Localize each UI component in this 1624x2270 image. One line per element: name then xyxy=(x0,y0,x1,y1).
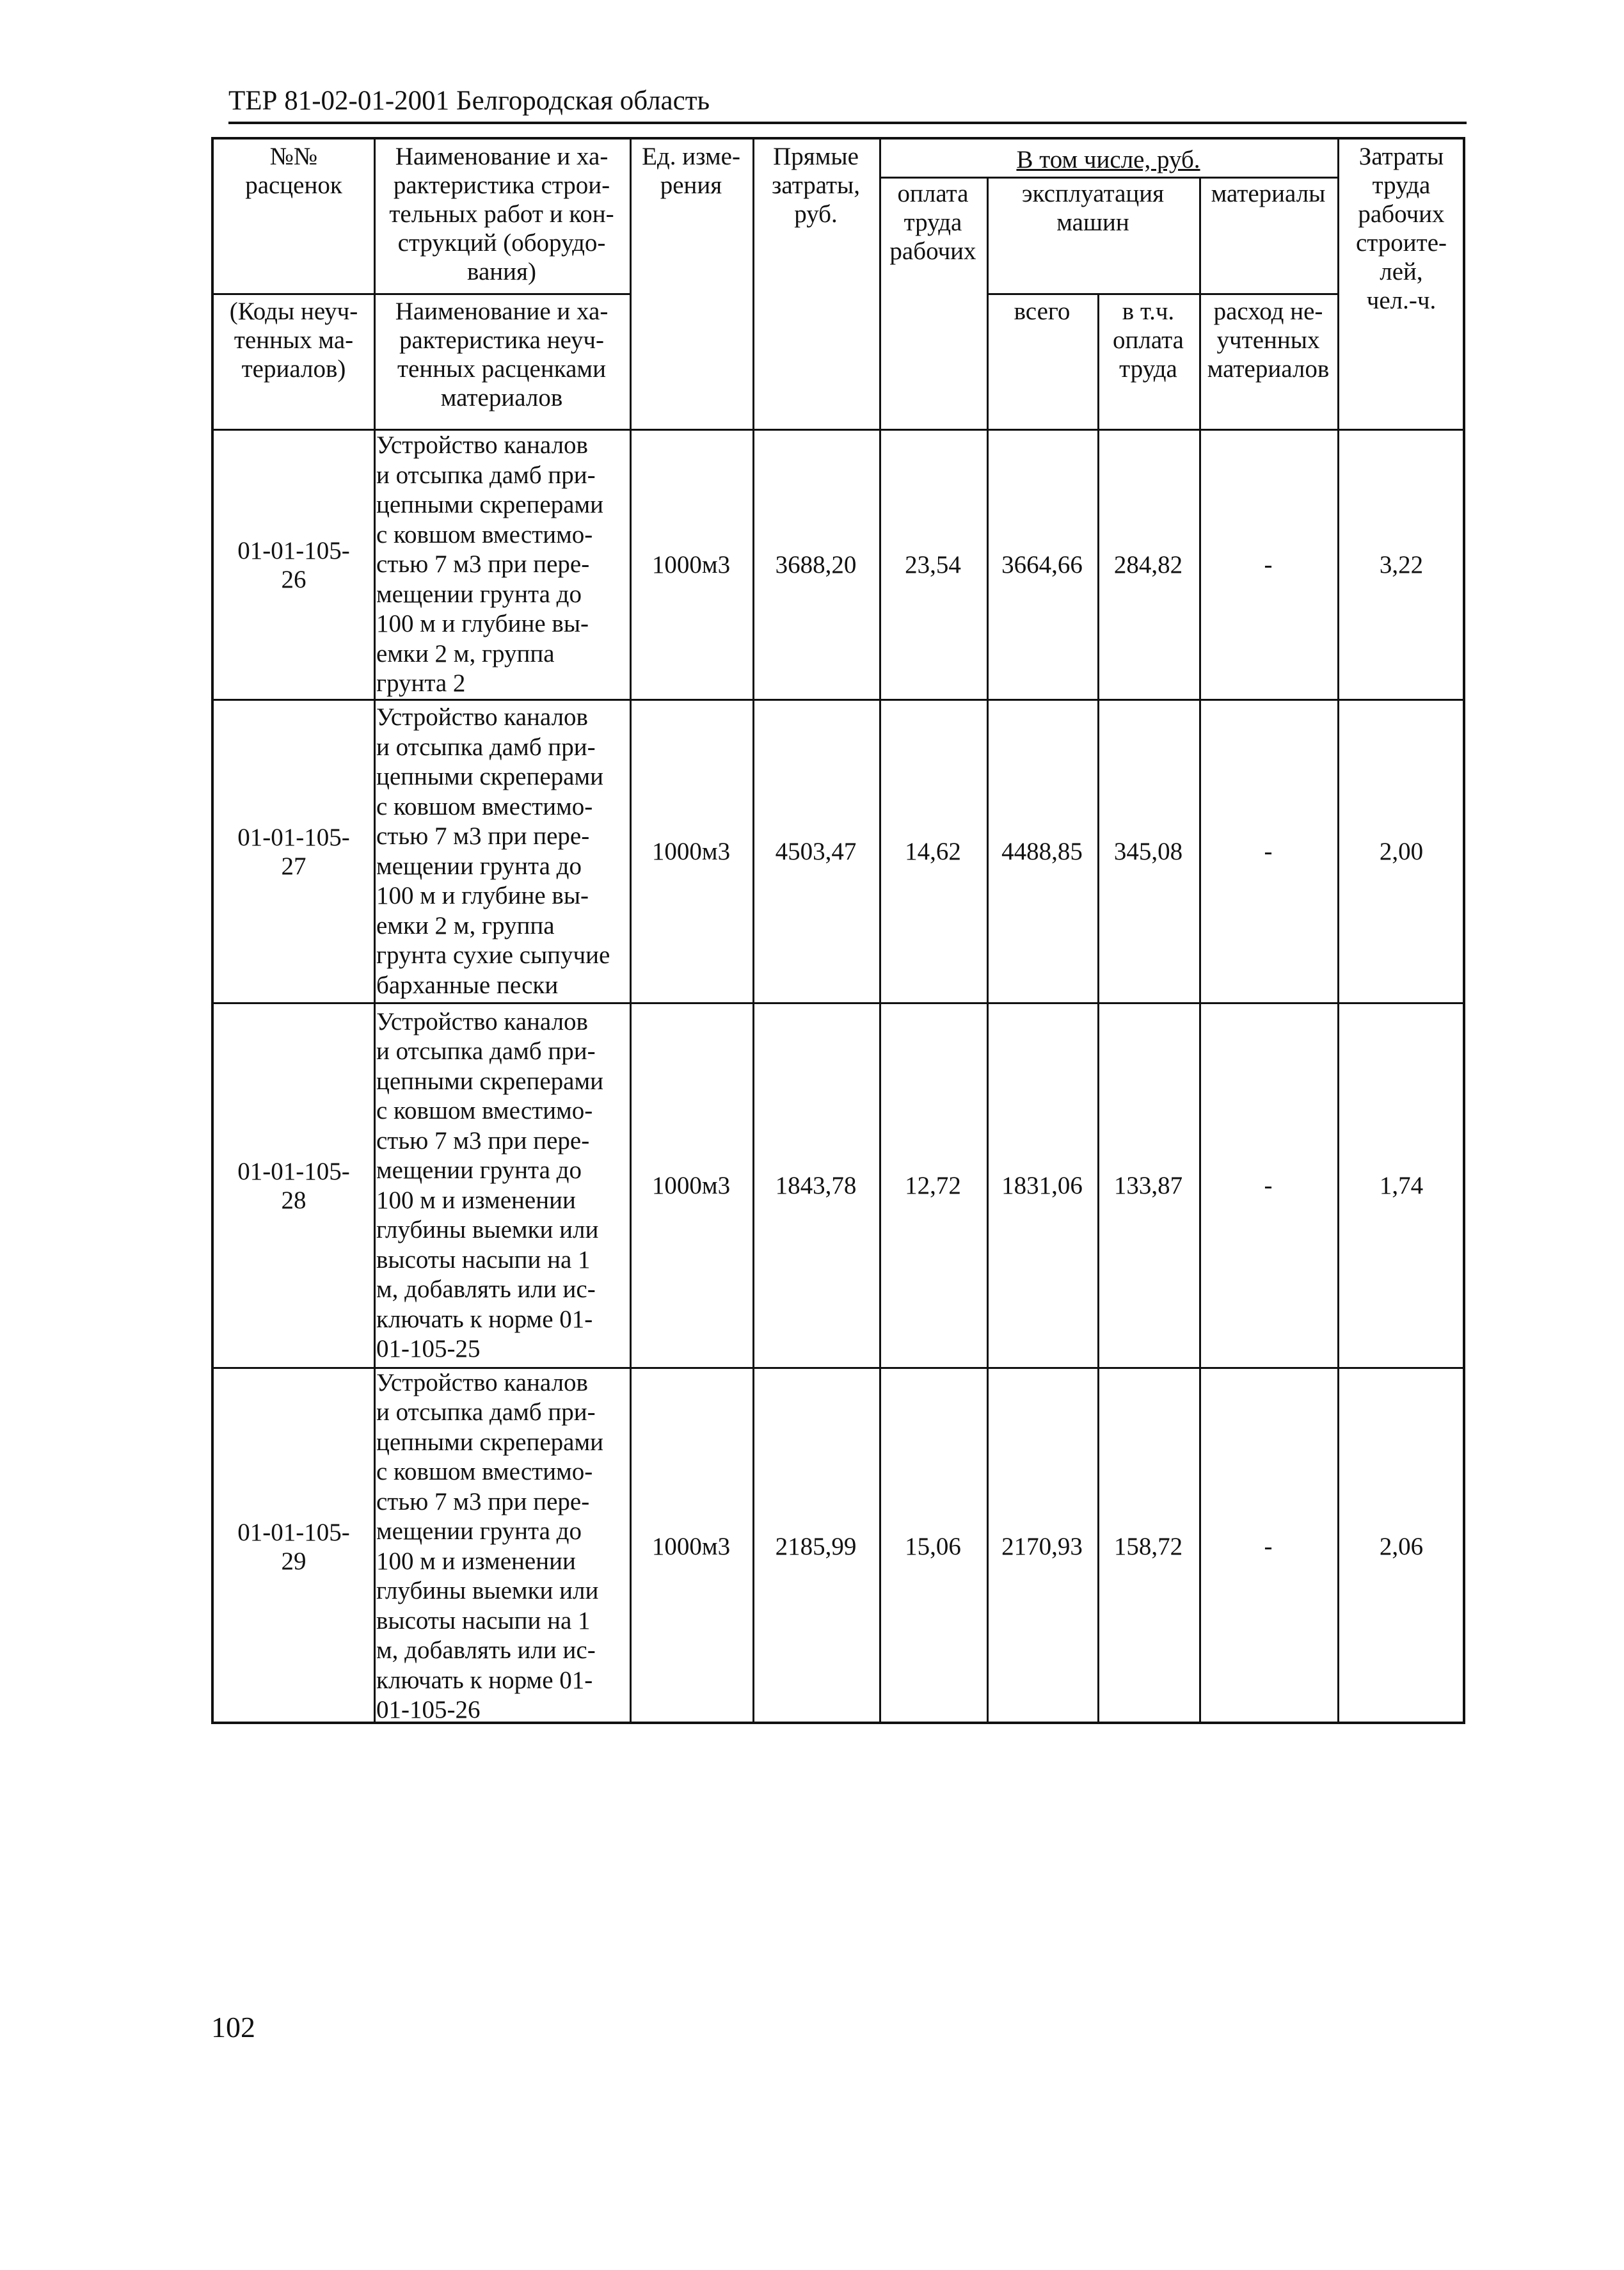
row-2-labor: 2,00 xyxy=(1379,838,1424,865)
row-2-description-text: Устройство каналов и отсыпка дамб при- цепными скреперами с ковшом вместимо- стью 7 м3 при пере- мещении грунта до 100 м и глубине вы- емки 2 м, группа грунта сухие сыпучие барханные пески xyxy=(376,703,610,999)
row-3-description-text: Устройство каналов и отсыпка дамб при- цепными скреперами с ковшом вместимо- стью 7 м3 при пере- мещении грунта до 100 м и изменении глубины выемки или высоты насыпи на 1 м, добавлять или ис- ключать к норме 01- 01-105-25 xyxy=(376,1007,604,1363)
header-machines: эксплуатация машин xyxy=(1021,180,1165,236)
row-1-machines-wages: 284,82 xyxy=(1113,551,1183,579)
row-3-direct: 1843,78 xyxy=(775,1172,857,1199)
page-header xyxy=(228,81,1467,124)
row-2-wages: 14,62 xyxy=(905,838,961,865)
row-2-description xyxy=(376,701,630,1002)
row-2-machines-wages: 345,08 xyxy=(1113,838,1183,865)
row-4-direct: 2185,99 xyxy=(775,1533,857,1560)
row-1-description xyxy=(376,431,630,699)
row-1-code: 01-01-105- 26 xyxy=(237,536,350,593)
row-3-labor: 1,74 xyxy=(1379,1172,1424,1199)
row-1-machines-total: 3664,66 xyxy=(1001,551,1083,579)
document-title: ТЕР 81-02-01-2001 Белгородская область xyxy=(228,86,710,116)
header-name: Наименование и ха- рактеристика строи- тельных работ и кон- струкций (оборудо- вания) xyxy=(389,143,614,285)
header-code: №№ расценок xyxy=(245,143,342,199)
row-3-wages: 12,72 xyxy=(905,1172,961,1199)
row-3-machines-wages: 133,87 xyxy=(1113,1172,1183,1199)
row-2-machines-total: 4488,85 xyxy=(1001,838,1083,865)
row-1-labor: 3,22 xyxy=(1379,551,1424,579)
header-labor: Затраты труда рабочих строите- лей, чел.-ч. xyxy=(1355,143,1447,314)
header-machines-total: всего xyxy=(1014,298,1071,325)
row-2-materials: - xyxy=(1264,838,1273,865)
rates-table xyxy=(211,137,1465,1724)
row-1-unit: 1000м3 xyxy=(651,551,731,579)
row-4-machines-wages: 158,72 xyxy=(1113,1533,1183,1560)
header-rule-middle-right xyxy=(987,293,1337,295)
header-machines-wages: в т.ч. оплата труда xyxy=(1113,298,1184,383)
row-1-wages: 23,54 xyxy=(905,551,961,579)
row-1-direct: 3688,20 xyxy=(775,551,857,579)
row-4-description xyxy=(376,1369,630,1724)
row-3-materials: - xyxy=(1264,1172,1273,1199)
header-code-materials: (Коды неуч- тенных ма- териалов) xyxy=(229,298,358,383)
header-wages: оплата труда рабочих xyxy=(889,180,976,265)
row-4-description-text: Устройство каналов и отсыпка дамб при- цепными скреперами с ковшом вместимо- стью 7 м3 при пере- мещении грунта до 100 м и изменении глубины выемки или высоты насыпи на 1 м, добавлять или ис- ключать к норме 01- 01-105-26 xyxy=(376,1368,604,1723)
row-4-wages: 15,06 xyxy=(905,1533,961,1560)
row-4-labor: 2,06 xyxy=(1379,1533,1424,1560)
header-direct-costs: Прямые затраты, руб. xyxy=(771,143,861,228)
header-rule-including xyxy=(879,177,1337,179)
row-4-unit: 1000м3 xyxy=(651,1533,731,1560)
row-4-machines-total: 2170,93 xyxy=(1001,1533,1083,1560)
header-name-materials: Наименование и ха- рактеристика неуч- тенных расценками материалов xyxy=(395,298,609,412)
row-3-machines-total: 1831,06 xyxy=(1001,1172,1083,1199)
row-3-unit: 1000м3 xyxy=(651,1172,731,1199)
page-number: 102 xyxy=(211,2011,255,2043)
row-2-unit: 1000м3 xyxy=(651,838,731,865)
header-rule-middle xyxy=(214,293,630,295)
row-3-code: 01-01-105- 28 xyxy=(237,1157,350,1214)
header-including: В том числе, руб. xyxy=(1016,145,1200,173)
row-1-materials: - xyxy=(1264,551,1273,579)
row-2-direct: 4503,47 xyxy=(775,838,857,865)
row-4-code: 01-01-105- 29 xyxy=(237,1518,350,1575)
row-1-description-text: Устройство каналов и отсыпка дамб при- цепными скреперами с ковшом вместимо- стью 7 м3 при пере- мещении грунта до 100 м и глубине вы- емки 2 м, группа грунта 2 xyxy=(376,431,604,698)
row-2-code: 01-01-105- 27 xyxy=(237,823,350,880)
header-materials: материалы xyxy=(1211,180,1326,207)
header-unit: Ед. изме- рения xyxy=(642,143,740,199)
header-materials-unaccounted: расход не- учтенных материалов xyxy=(1207,298,1330,383)
row-4-materials: - xyxy=(1264,1533,1273,1560)
row-3-description xyxy=(376,1004,630,1367)
